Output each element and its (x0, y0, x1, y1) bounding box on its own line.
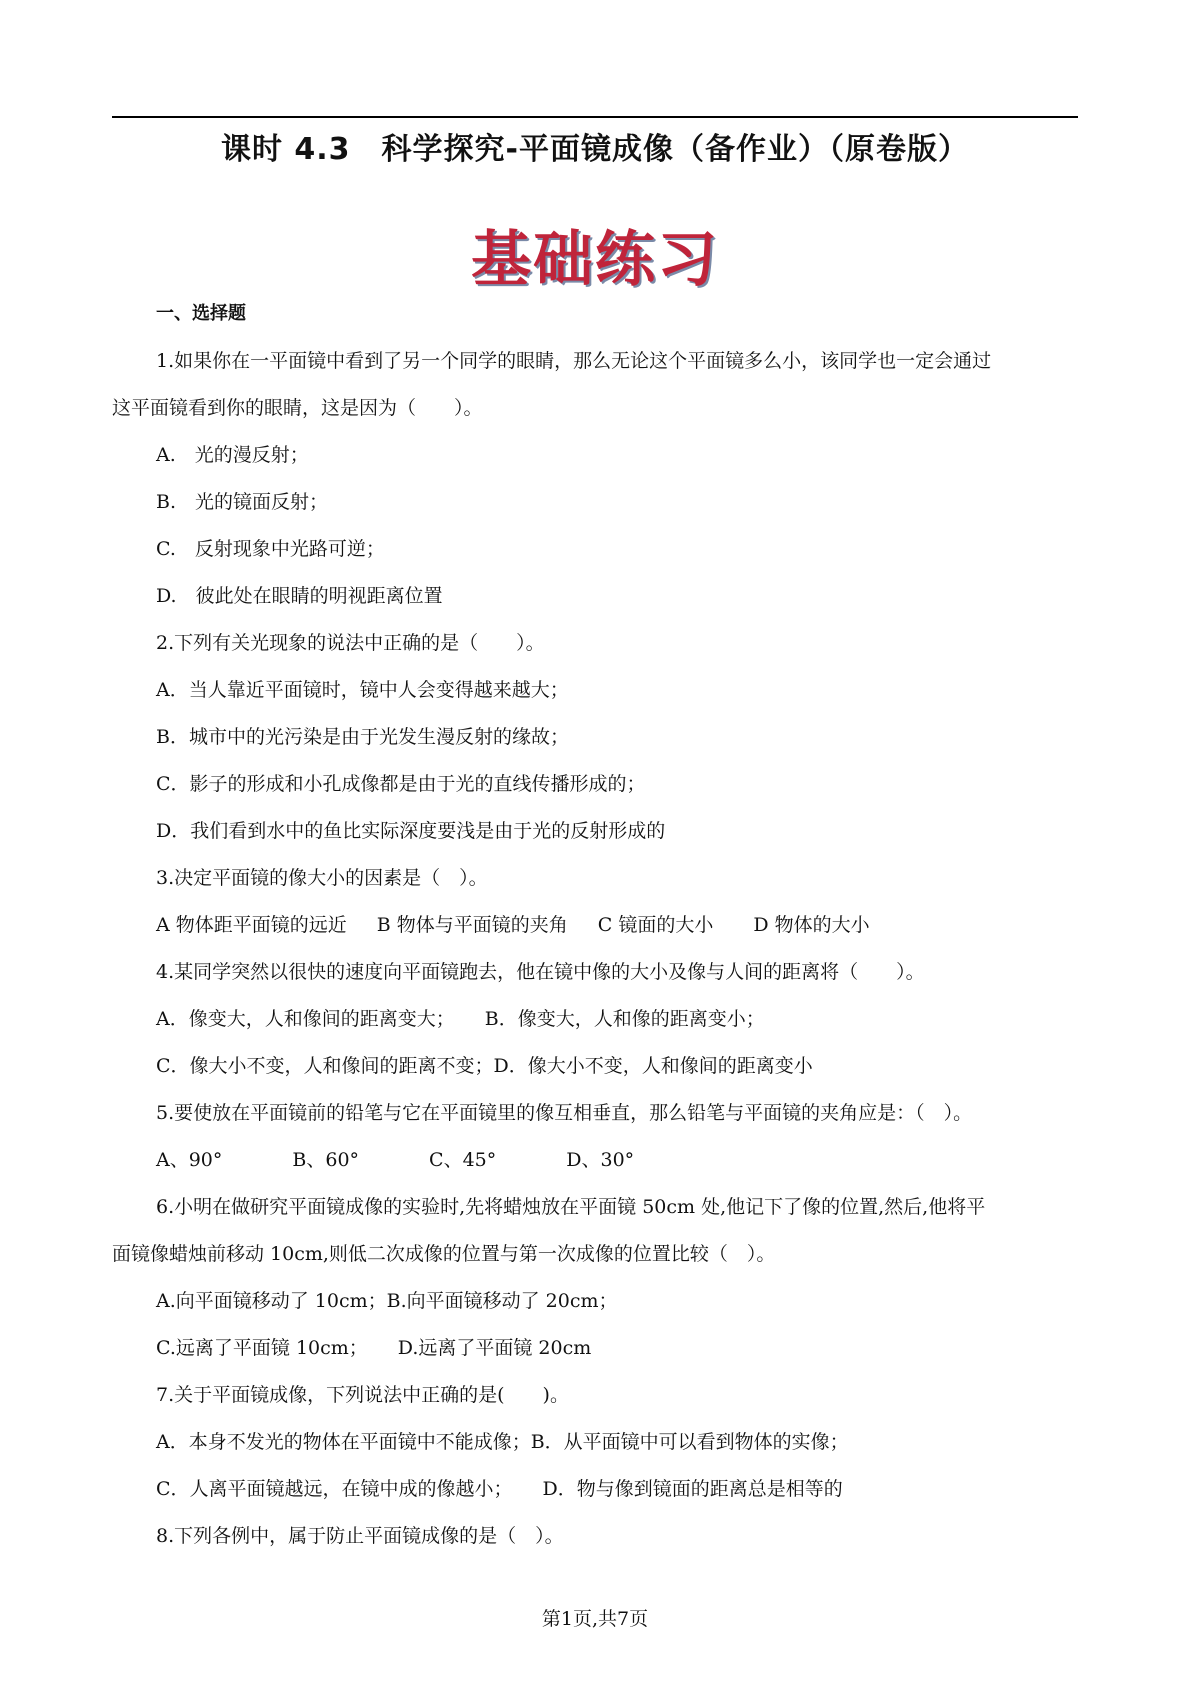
question-5-option-a: A、90° (156, 1149, 223, 1171)
section-banner: 基础练习 (471, 225, 719, 295)
question-5-options (112, 1137, 1078, 1184)
question-2-option-c: C．影子的形成和小孔成像都是由于光的直线传播形成的； (156, 773, 646, 795)
question-1-option-c: C. 反射现象中光路可逆； (156, 538, 385, 560)
question-2-option-b: B．城市中的光污染是由于光发生漫反射的缘故； (156, 726, 569, 748)
question-3-options (112, 902, 1078, 949)
question-7-options-cd (112, 1466, 1078, 1513)
question-7-option-c: C．人离平面镜越远，在镜中成的像越小； (156, 1478, 513, 1500)
question-8: 8.下列各例中，属于防止平面镜成像的是（ ）。 (156, 1525, 564, 1547)
question-3-option-b: B 物体与平面镜的夹角 (376, 914, 568, 936)
question-2: 2.下列有关光现象的说法中正确的是（ ）。 (156, 632, 545, 654)
question-4-options-ab (112, 996, 1078, 1043)
question-2-option-a: A．当人靠近平面镜时，镜中人会变得越来越大； (156, 679, 569, 701)
question-1-option-a: A. 光的漫反射； (156, 444, 309, 466)
question-5-option-c: C、45° (429, 1149, 497, 1171)
question-6-options-ab: A.向平面镜移动了 10cm；B.向平面镜移动了 20cm； (156, 1290, 618, 1312)
question-1: 1.如果你在一平面镜中看到了另一个同学的眼睛，那么无论这个平面镜多么小，该同学也一定会通过 (156, 350, 992, 372)
question-1-option-d: D. 彼此处在眼睛的明视距离位置 (156, 585, 443, 607)
question-6: 6.小明在做研究平面镜成像的实验时,先将蜡烛放在平面镜 50cm 处,他记下了像的位置,然后,他将平 (156, 1196, 986, 1218)
question-5: 5.要使放在平面镜前的铅笔与它在平面镜里的像互相垂直，那么铅笔与平面镜的夹角应是：（ ）。 (156, 1102, 973, 1124)
question-7-option-d: D．物与像到镜面的距离总是相等的 (542, 1478, 843, 1500)
question-4-option-a: A．像变大，人和像间的距离变大； (156, 1008, 455, 1030)
question-2-option-d: D．我们看到水中的鱼比实际深度要浅是由于光的反射形成的 (156, 820, 666, 842)
question-3-option-c: C 镜面的大小 (597, 914, 714, 936)
question-5-option-d: D、30° (566, 1149, 635, 1171)
question-7: 7.关于平面镜成像，下列说法中正确的是( )。 (156, 1384, 569, 1406)
document-title: 课时 4.3 科学探究-平面镜成像（备作业）（原卷版） (220, 132, 970, 167)
question-6-continued: 面镜像蜡烛前移动 10cm,则低二次成像的位置与第一次成像的位置比较（ ）。 (112, 1243, 776, 1265)
question-1-continued: 这平面镜看到你的眼睛，这是因为（ ）。 (112, 397, 483, 419)
question-3: 3.决定平面镜的像大小的因素是（ ）。 (156, 867, 488, 889)
question-7-options-ab: A．本身不发光的物体在平面镜中不能成像；B．从平面镜中可以看到物体的实像； (156, 1431, 849, 1453)
question-4-options-cd: C．像大小不变，人和像间的距离不变；D．像大小不变，人和像间的距离变小 (156, 1055, 813, 1077)
question-6-option-c: C.远离了平面镜 10cm； (156, 1337, 368, 1359)
question-3-option-a: A 物体距平面镜的远近 (156, 914, 347, 936)
question-4: 4.某同学突然以很快的速度向平面镜跑去，他在镜中像的大小及像与人间的距离将（ ）。 (156, 961, 925, 983)
header-rule (112, 116, 1078, 118)
question-4-option-b: B．像变大，人和像的距离变小； (484, 1008, 765, 1030)
question-list (112, 338, 1078, 1560)
question-3-option-d: D 物体的大小 (753, 914, 870, 936)
question-6-option-d: D.远离了平面镜 20cm (397, 1337, 592, 1359)
page-number: 第1页,共7页 (541, 1608, 649, 1630)
question-6-options-cd (112, 1325, 1078, 1372)
question-1-option-b: B. 光的镜面反射； (156, 491, 329, 513)
question-5-option-b: B、60° (292, 1149, 360, 1171)
section-heading: 一、选择题 (156, 303, 246, 324)
